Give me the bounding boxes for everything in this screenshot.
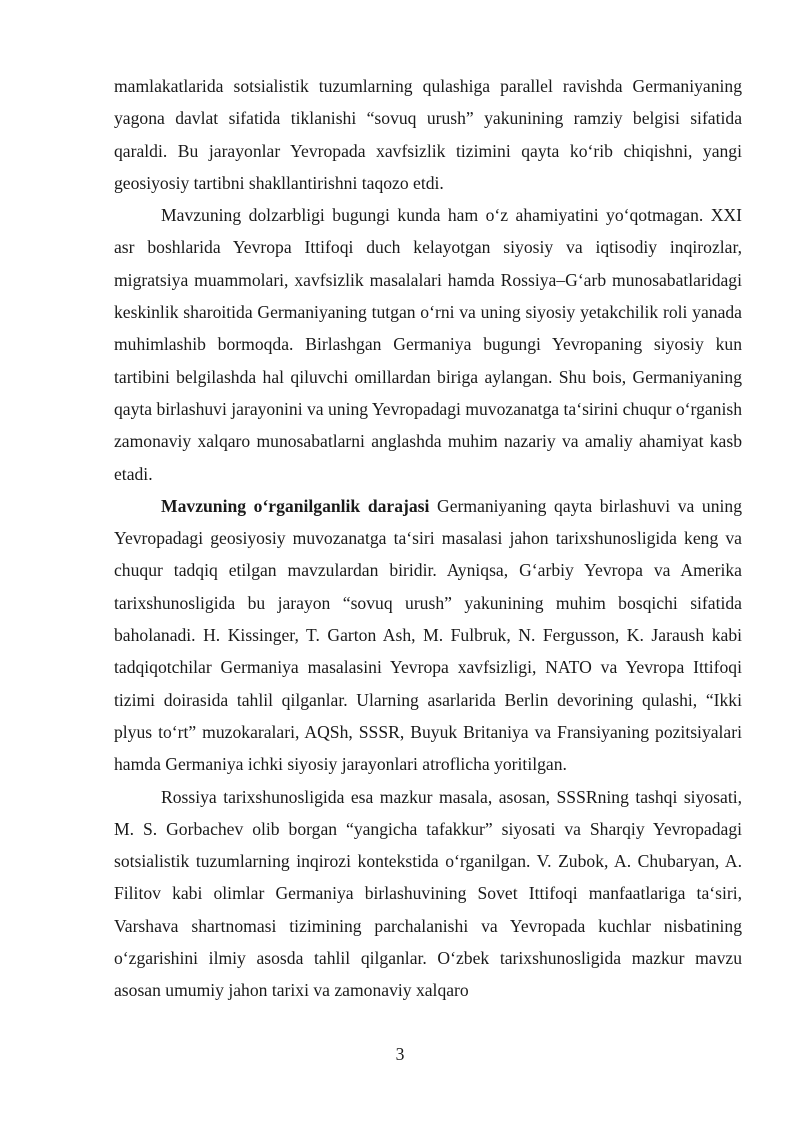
paragraph-text: Mavzuning dolzarbligi bugungi kunda ham o‘z ahamiyatini yo‘qotmagan. XXI asr boshlarida Yevropa Ittifoqi duch kelayotgan siyosiy va iqtisodiy inqirozlar, migratsiya muammolari, xavfsizlik masalalari hamda Rossiya–G‘arb munosabatlaridagi keskinlik sharoitida Germaniyaning tutgan o‘rni va uning siyosiy yetakchilik roli yanada muhimlashib bormoqda. Birlashgan Germaniya bugungi Yevropaning siyosiy kun tartibini belgilashda hal qiluvchi omillardan biriga aylangan. Shu bois, Germaniyaning qayta birlashuvi jarayonini va uning Yevropadagi muvozanatga ta‘sirini chuqur o‘rganish zamonaviy xalqaro munosabatlarni anglashda muhim nazariy va amaliy ahamiyat kasb etadi. — [114, 205, 743, 484]
page-number: 3 — [395, 1044, 405, 1064]
paragraph-russian-historiography — [114, 781, 742, 1007]
paragraph-text: mamlakatlarida sotsialistik tuzumlarning qulashiga parallel ravishda Germaniyaning yagona davlat sifatida tiklanishi “sovuq urush” yakunining ramziy belgisi sifatida qaraldi. Bu jarayonlar Yevropada xavfsizlik tizimini qayta ko‘rib chiqishni, yangi geosiyosiy tartibni shakllantirishni taqozo etdi. — [114, 76, 742, 193]
paragraph-text: Germaniyaning qayta birlashuvi va uning Yevropadagi geosiyosiy muvozanatga ta‘siri masalasi jahon tarixshunosligida keng va chuqur tadqiq etilgan mavzulardan biridir. Ayniqsa, G‘arbiy Yevropa va Amerika tarixshunosligida bu jarayon “sovuq urush” yakunining muhim bosqichi sifatida baholanadi. H. Kissinger, T. Garton Ash, M. Fulbruk, N. Fergusson, K. Jaraush kabi tadqiqotchilar Germaniya masalasini Yevropa xavfsizligi, NATO va Yevropa Ittifoqi tizimi doirasida tahlil qilganlar. Ularning asarlarida Berlin devorining qulashi, “Ikki plyus to‘rt” muzokaralari, AQSh, SSSR, Buyuk Britaniya va Fransiyaning pozitsiyalari hamda Germaniya ichki siyosiy jarayonlari atroflicha yoritilgan. — [114, 495, 743, 775]
paragraph-research-degree — [114, 490, 742, 781]
paragraph-text: Rossiya tarixshunosligida esa mazkur masala, asosan, SSSRning tashqi siyosati, M. S. Gorbachev olib borgan “yangicha tafakkur” siyosati va Sharqiy Yevropadagi sotsialistik tuzumlarning inqirozi kontekstida o‘rganilgan. V. Zubok, A. Chubaryan, A. Filitov kabi olimlar Germaniya birlashuvining Sovet Ittifoqi manfaatlariga ta‘siri, Varshava shartnomasi tizimining parchalanishi va Yevropada kuchlar nisbatining o‘zgarishini ilmiy asosda tahlil qilganlar. O‘zbek tarixshunosligida mazkur mavzu asosan umumiy jahon tarixi va zamonaviy xalqaro — [114, 786, 742, 1001]
paragraph-relevance — [114, 199, 742, 490]
paragraph-continuation — [114, 70, 742, 199]
paragraph-lead-heading: Mavzuning o‘rganilganlik darajasi — [161, 495, 430, 516]
